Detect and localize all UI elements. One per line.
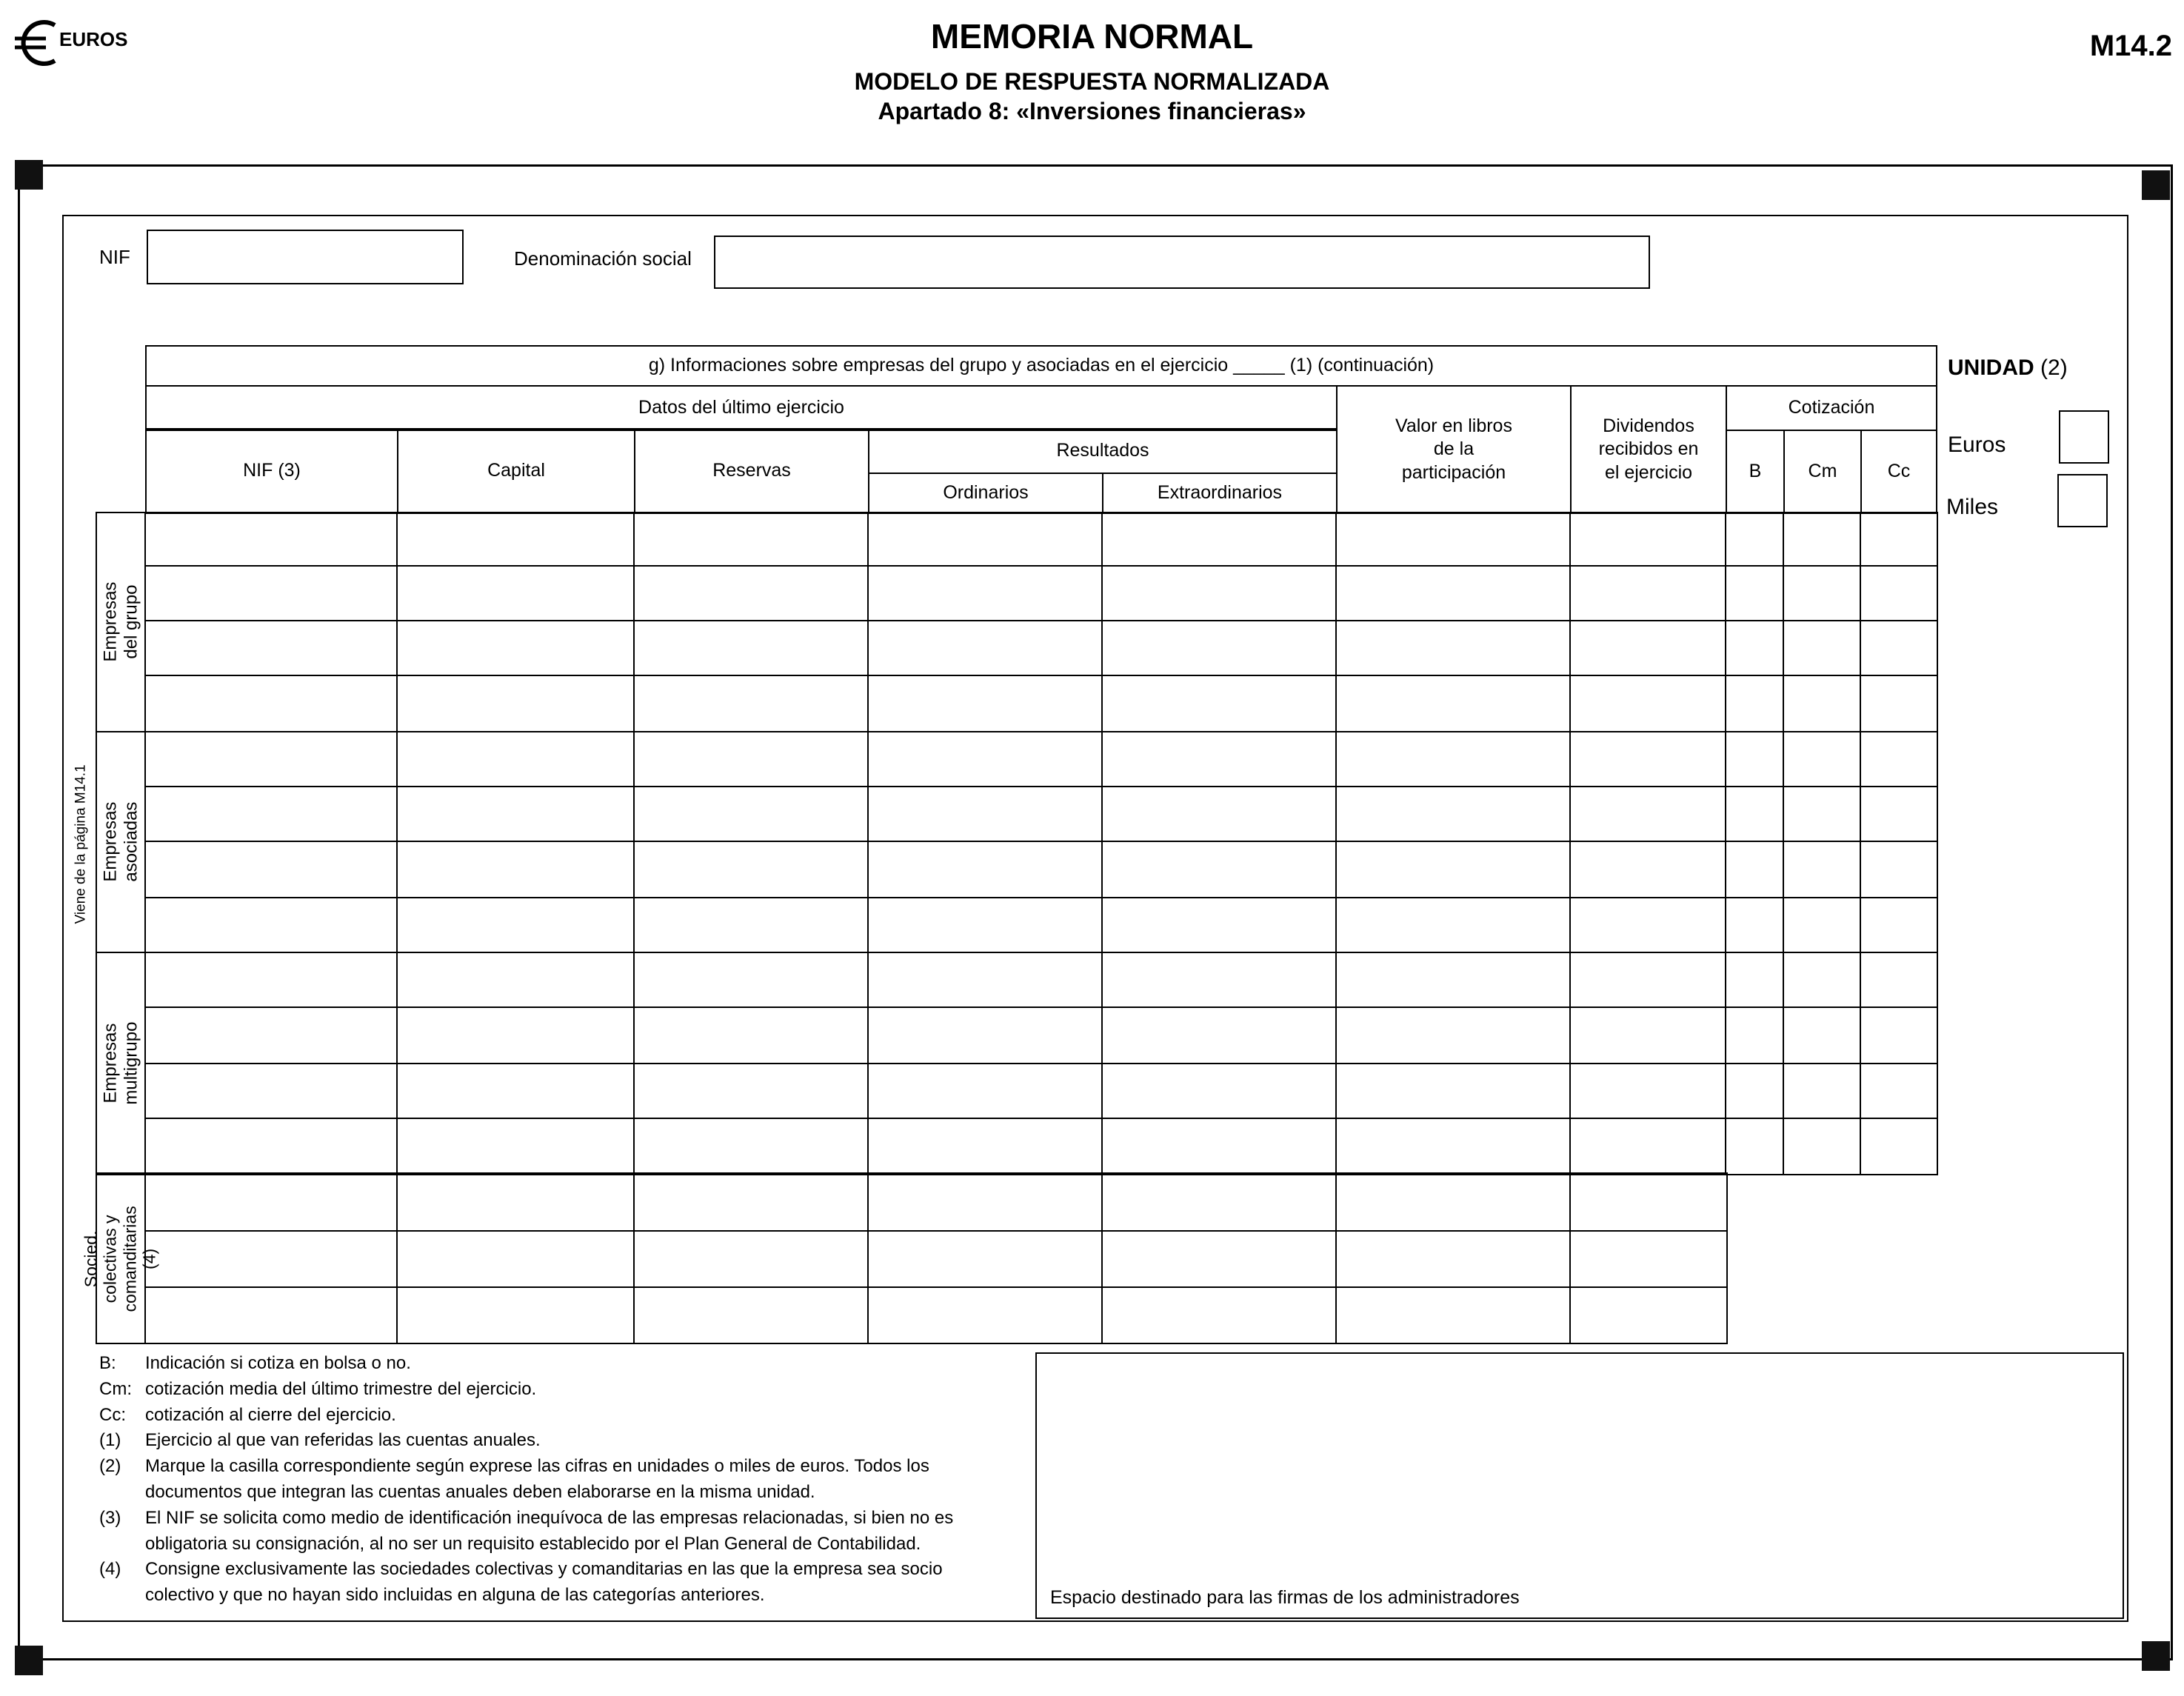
footnote-text: Indicación si cotiza en bolsa o no. <box>145 1353 411 1373</box>
group-label-grupo: Empresas del grupo <box>100 581 141 663</box>
footnote-key: (1) <box>99 1430 121 1451</box>
col-reservas-header: Reservas <box>634 428 869 514</box>
footnote-key: Cc: <box>99 1404 126 1425</box>
currency-label: EUROS <box>59 28 128 50</box>
group-label-cell <box>96 952 145 1175</box>
form-code: M14.2 <box>2089 30 2172 62</box>
footnote-text: El NIF se solicita como medio de identificación inequívoca de las empresas relacionadas, si bien no es obligatoria su consignación, al no ser un requisito establecido por el Plan General de Contabilidad. <box>145 1507 954 1554</box>
firmas-box[interactable] <box>1035 1352 2124 1619</box>
footnote-key: (4) <box>99 1559 121 1580</box>
footnote-text: Marque la casilla correspondiente según exprese las cifras en unidades o miles de euros. Todos los documentos que integran las cuentas anuales deben elaborarse en la misma unidad. <box>145 1456 929 1502</box>
footnote <box>99 1377 1003 1403</box>
footnote-key: B: <box>99 1353 116 1373</box>
col-dividendos-header: Dividendos recibidos en el ejercicio <box>1570 385 1727 514</box>
miles-label: Miles <box>1946 495 1999 519</box>
miles-checkbox[interactable] <box>2057 474 2108 527</box>
col-capital-header: Capital <box>397 428 635 514</box>
footnote <box>99 1506 1003 1558</box>
footnote-key: (2) <box>99 1456 121 1477</box>
euros-checkbox[interactable] <box>2059 410 2109 464</box>
col-nif-header: NIF (3) <box>145 428 398 514</box>
side-note: Viene de la página M14.1 <box>73 764 90 924</box>
col-b-header: B <box>1726 430 1785 514</box>
group-label-multigrupo: Empresas multigrupo <box>100 1021 141 1106</box>
col-ordinarios-header: Ordinarios <box>868 473 1103 514</box>
denominacion-label: Denominación social <box>514 247 692 270</box>
footnotes <box>99 1351 1003 1609</box>
firmas-label: Espacio destinado para las firmas de los administradores <box>1050 1587 1520 1608</box>
side-note-cell <box>67 741 96 948</box>
footnote <box>99 1428 1003 1454</box>
table-title: g) Informaciones sobre empresas del grupo y asociadas en el ejercicio _____ (1) (continuación) <box>145 345 1937 387</box>
col-valor-header: Valor en libros de la participación <box>1336 385 1572 514</box>
footnote-key: Cm: <box>99 1378 132 1399</box>
footnote <box>99 1557 1003 1609</box>
group-label-asociadas: Empresas asociadas <box>100 801 141 883</box>
unidad-title: UNIDAD <box>1948 355 2034 380</box>
col-cc-header: Cc <box>1860 430 1937 514</box>
col-extraordinarios-header: Extraordinarios <box>1102 473 1338 514</box>
section-title: Apartado 8: «Inversiones financieras» <box>878 98 1306 124</box>
footnote <box>99 1454 1003 1506</box>
col-cm-header: Cm <box>1783 430 1862 514</box>
datos-header: Datos del último ejercicio <box>145 385 1338 431</box>
footnote-text: Ejercicio al que van referidas las cuentas anuales. <box>145 1430 541 1451</box>
nif-label: NIF <box>99 246 130 268</box>
unidad-label <box>1948 355 2068 381</box>
group-label-cell <box>81 1175 160 1343</box>
unidad-note: (2) <box>2040 355 2068 380</box>
page-subtitle: MODELO DE RESPUESTA NORMALIZADA <box>854 68 1330 95</box>
euros-label: Euros <box>1948 433 2006 457</box>
footnote-key: (3) <box>99 1507 121 1528</box>
footnote <box>99 1351 1003 1377</box>
col-cotizacion-header: Cotización <box>1726 385 1937 431</box>
group-label-cell <box>96 732 145 952</box>
footnote <box>99 1403 1003 1429</box>
footnote-text: Consigne exclusivamente las sociedades colectivas y comanditarias en las que la empresa sea socio colectivo y que no hayan sido incluidas en alguna de las categorías anteriores. <box>145 1559 943 1606</box>
group-label-sociedades: Socied. colectivas y comanditarias (4) <box>81 1206 160 1312</box>
col-resultados-header: Resultados <box>868 428 1338 474</box>
group-label-cell <box>96 513 145 732</box>
page-title: MEMORIA NORMAL <box>930 17 1254 56</box>
footnote-text: cotización media del último trimestre del ejercicio. <box>145 1378 537 1399</box>
footnote-text: cotización al cierre del ejercicio. <box>145 1404 396 1425</box>
